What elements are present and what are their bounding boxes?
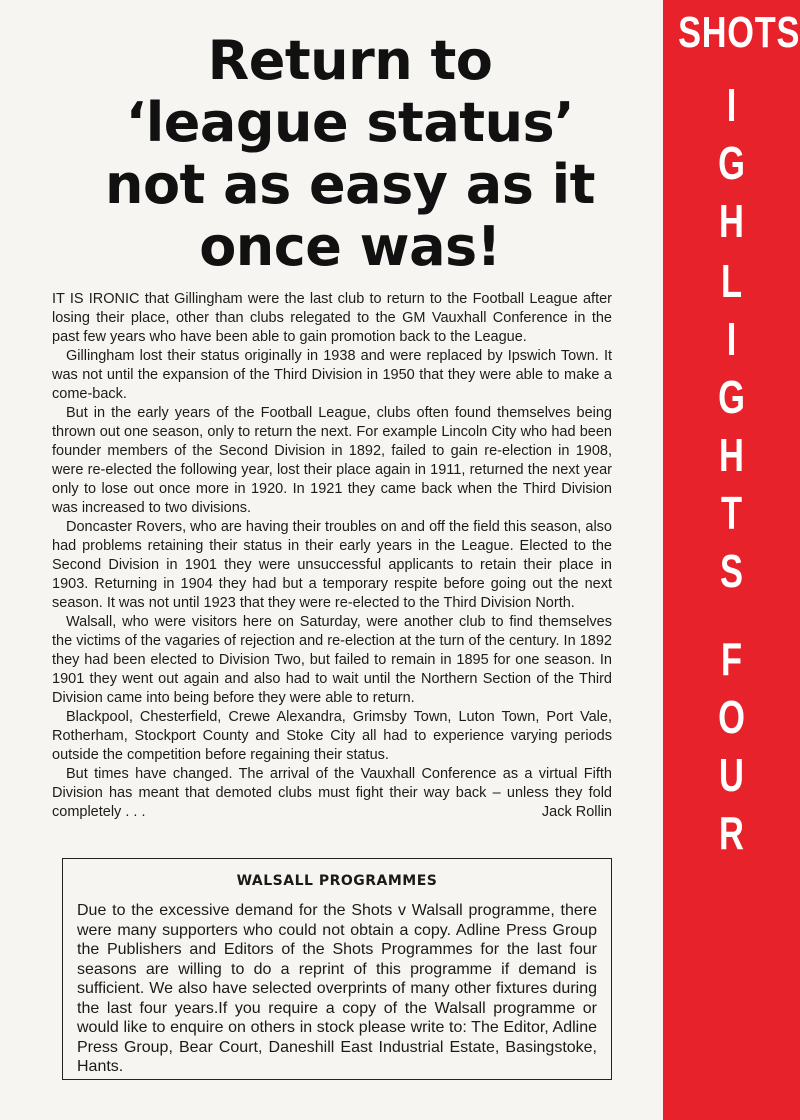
article-paragraph: Blackpool, Chesterfield, Crewe Alexandra, Grimsby Town, Luton Town, Port Vale, Rotherham, Stockport County and Stoke City all had to experience varying periods outside the competition before regaining their status. xyxy=(52,709,612,763)
side-letter: S xyxy=(719,545,744,597)
article-paragraph: But times have changed. The arrival of the Vauxhall Conference as a virtual Fifth Division has meant that demoted clubs must fight their way back – unless they fold completely . . . xyxy=(52,766,612,820)
side-letter: H xyxy=(719,429,744,481)
side-letter: U xyxy=(719,749,744,801)
byline: Jack Rollin xyxy=(541,804,612,820)
side-letter: G xyxy=(718,137,745,189)
side-letter: G xyxy=(718,371,745,423)
article-paragraph: Walsall, who were visitors here on Saturday, were another club to find themselves the victims of the vagaries of rejection and re-election at the turn of the century. In 1892 they had been elected to Division Two, but failed to remain in 1895 for one season. In 1901 they went out again and also had to wait until the Northern Section of the Third Division came into being before they were able to return. xyxy=(52,614,612,706)
side-letter: L xyxy=(720,255,743,307)
headline-line: not as easy as it xyxy=(105,153,595,216)
side-letter: I xyxy=(726,79,737,131)
article-paragraph: But in the early years of the Football League, clubs often found themselves being thrown out one season, only to return the next. For example Lincoln City who had been founder members of the Second Division in 1892, failed to gain re-election in 1908, were re-elected the following year, lost their place again in 1911, returned the next year only to lose out once more in 1920. In 1921 they came back when the Third Division was increased to two divisions. xyxy=(52,405,612,516)
headline xyxy=(40,30,660,278)
article-paragraph: Doncaster Rovers, who are having their troubles on and off the field this season, also had problems retaining their status in their early years in the League. Elected to the Second Division in 1901 they were unsuccessful applicants to retain their place in 1903. Returning in 1904 they had but a temporary respite before going out the next season. It was not until 1923 that they were re-elected to the Third Division North. xyxy=(52,519,612,611)
headline-line: once was! xyxy=(199,215,501,278)
article-paragraph: IT IS IRONIC that Gillingham were the last club to return to the Football League after losing their place, other than clubs relegated to the GM Vauxhall Conference in the past few years who have been able to gain promotion back to the League. xyxy=(52,291,612,345)
headline-line: Return to xyxy=(207,29,493,92)
walsall-programmes-box xyxy=(62,858,612,1080)
article-paragraph: Gillingham lost their status originally in 1938 and were replaced by Ipswich Town. It was not until the expansion of the Third Division in 1950 that they were able to make a come-back. xyxy=(52,348,612,402)
side-letter: F xyxy=(720,633,743,685)
promo-body: Due to the excessive demand for the Shots v Walsall programme, there were many supporters who could not obtain a copy. Adline Press Group the Publishers and Editors of the Shots Programmes for the last four seasons are willing to do a reprint of this programme if demand is sufficient. We also have selected overprints of many other fixtures during the last four years.If you require a copy of the Walsall programme or would like to enquire on others in stock please write to: The Editor, Adline Press Group, Bear Court, Daneshill East Industrial Estate, Basingstoke, Hants. xyxy=(77,902,597,1075)
side-strip xyxy=(663,0,800,1120)
promo-title: WALSALL PROGRAMMES xyxy=(236,873,438,889)
side-letter: R xyxy=(719,807,744,859)
side-strip-title: SHOTS xyxy=(678,8,800,57)
side-letter: H xyxy=(719,195,744,247)
side-letter: O xyxy=(718,691,745,743)
side-letter: T xyxy=(720,487,743,539)
headline-line: ‘league status’ xyxy=(125,91,575,154)
side-letter: I xyxy=(726,313,737,365)
article-body xyxy=(52,290,612,822)
